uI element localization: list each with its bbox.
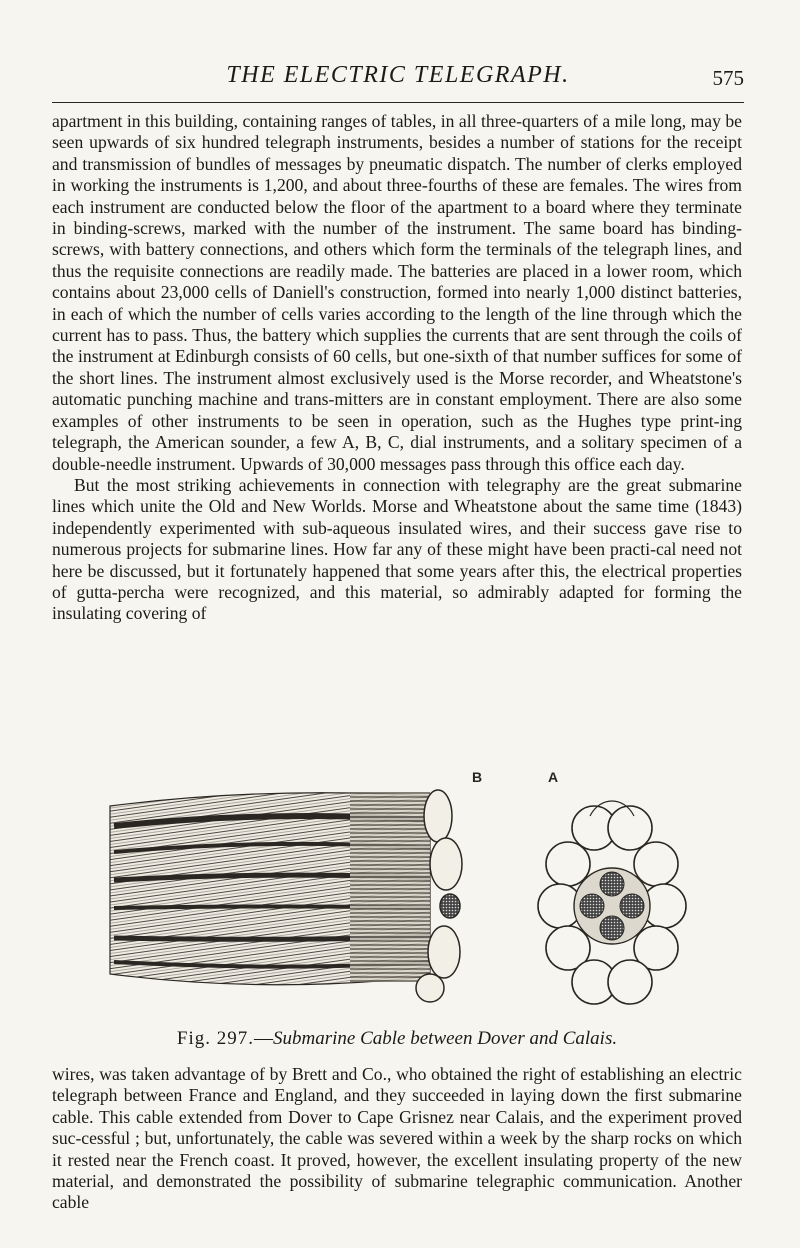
paragraph: But the most striking achievements in connection with telegraphy are the great submarine lines which unite the Old and New Worlds. Morse and Wheatstone about the same time (1843) independently experimented with sub-aqueous insulated wires, and their success gave rise to numerous projects for submarine lines. How far any of these might have been practi-cal need not here be discussed, but it fortunately happened that some years after this, the electrical properties of gutta-percha were recognized, and this material, so admirably adapted for forming the insulating covering of xyxy=(52,474,742,624)
body-text-bottom xyxy=(52,1064,742,1214)
cable-side-view xyxy=(110,790,462,1002)
label-b: B xyxy=(472,769,483,785)
cable-drawing xyxy=(100,756,700,1026)
figure-title: Submarine Cable between Dover and Calais. xyxy=(273,1028,618,1049)
body-text-top xyxy=(52,111,742,625)
label-a: A xyxy=(548,769,559,785)
paragraph: apartment in this building, containing ranges of tables, in all three-quarters of a mile long, may be seen upwards of six hundred telegraph instruments, besides a number of stations for the receipt and transmission of bundles of messages by pneumatic dispatch. The number of clerks employed in working the instruments is 1,200, and about three-fourths of these are females. The wires from each instrument are conducted below the floor of the apartment to a board where they terminate in binding-screws, marked with the number of the instrument. The same board has binding-screws, with battery connections, and others which form the terminals of the telegraph lines, and thus the requisite connections are readily made. The batteries are placed in a lower room, which contains about 23,000 cells of Daniell's construction, formed into nearly 1,000 distinct batteries, in each of which the number of cells varies according to the length of the line through which the current has to pass. Thus, the battery which supplies the currents that are sent through the coils of the instrument at Edinburgh consists of 60 cells, but one-sixth of that number suffices for some of the short lines. The instrument almost exclusively used is the Morse recorder, and Wheatstone's automatic punching machine and trans-mitters are in constant employment. There are also some examples of other instruments to be seen in operation, such as the Hughes type print-ing telegraph, the American sounder, a few A, B, C, dial instruments, and a solitary specimen of a double-needle instrument. Upwards of 30,000 messages pass through this office each day. xyxy=(52,111,742,474)
paragraph: wires, was taken advantage of by Brett and Co., who obtained the right of establishing an electric telegraph between France and England, and they succeeded in laying down the first submarine cable. This cable extended from Dover to Cape Grisnez near Calais, and the experiment proved suc-cessful ; but, unfortunately, the cable was severed within a week by the sharp rocks on which it rested near the French coast. It proved, however, the excellent insulating property of the new material, and demonstrated the possibility of submarine telegraphic communication. Another cable xyxy=(52,1064,742,1213)
cable-cross-section xyxy=(538,801,686,1004)
figure-number: Fig. 297. xyxy=(176,1028,255,1049)
cable-illustration xyxy=(100,756,700,1026)
running-title: THE ELECTRIC TELEGRAPH. xyxy=(226,62,570,88)
page-number: 575 xyxy=(712,66,744,90)
page-header xyxy=(52,62,744,103)
figure-caption: Fig. 297.—Submarine Cable between Dover and Calais. xyxy=(176,1028,618,1049)
